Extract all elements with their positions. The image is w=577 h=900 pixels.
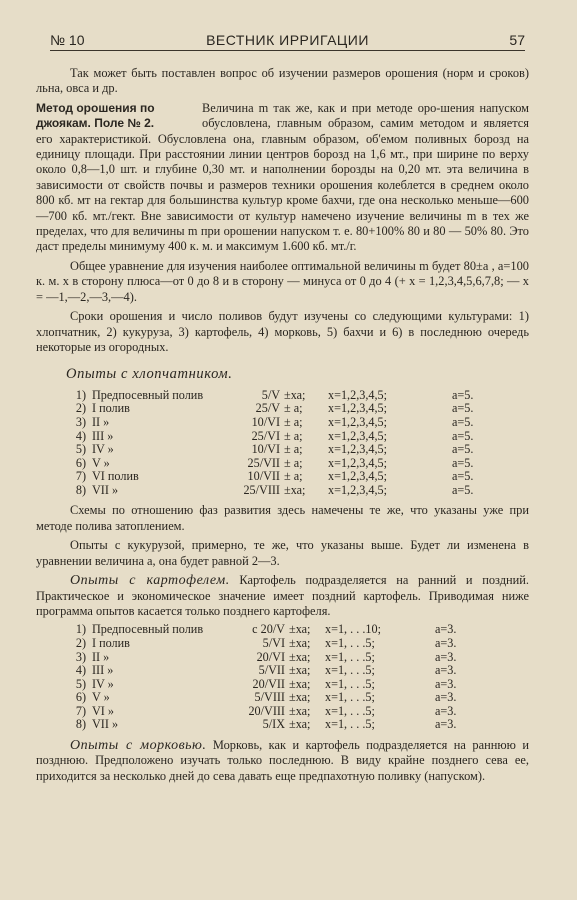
x-values: x=1,2,3,4,5; bbox=[328, 455, 388, 470]
x-values: x=1,2,3,4,5; bbox=[328, 442, 388, 457]
table-row bbox=[66, 430, 496, 444]
plus-minus-term: ±ха; bbox=[289, 703, 311, 718]
row-number: 5) bbox=[75, 442, 86, 457]
table-row bbox=[66, 470, 496, 484]
a-value: а=5. bbox=[452, 428, 474, 443]
plus-minus-term: ±ха; bbox=[289, 676, 311, 691]
x-values: x=1, . . .10; bbox=[325, 622, 381, 637]
plus-minus-term: ±ха; bbox=[289, 622, 311, 637]
journal-title: ВЕСТНИК ИРРИГАЦИИ bbox=[206, 32, 369, 48]
a-value: а=3. bbox=[435, 703, 457, 718]
irrigation-name: V » bbox=[92, 455, 110, 470]
row-number: 8) bbox=[75, 717, 86, 732]
irrigation-date: 25/VII bbox=[247, 455, 280, 470]
table-row bbox=[66, 416, 496, 430]
a-value: а=5. bbox=[452, 387, 474, 402]
plus-minus-term: ± а; bbox=[284, 428, 303, 443]
irrigation-name: II » bbox=[92, 414, 110, 429]
a-value: а=3. bbox=[435, 622, 457, 637]
terms-paragraph: Сроки орошения и число поливов будут изучены со следующими культурами: 1) хлопчатник, 2) кукуруза, 3) картофель, 4) морковь, 5) бахчи и 6) в последнюю очередь некоторые из огородных. bbox=[36, 309, 529, 354]
table-row bbox=[66, 402, 496, 416]
row-number: 3) bbox=[75, 414, 86, 429]
irrigation-date: 25/V bbox=[255, 401, 280, 416]
x-values: x=1, . . .5; bbox=[325, 717, 375, 732]
irrigation-name: Предпосевный полив bbox=[92, 387, 204, 402]
irrigation-name: VI полив bbox=[92, 469, 139, 484]
irrigation-date: 25/VI bbox=[251, 428, 280, 443]
x-values: x=1,2,3,4,5; bbox=[328, 401, 388, 416]
irrigation-name: VI » bbox=[92, 703, 115, 718]
irrigation-date: 25/VIII bbox=[243, 482, 280, 497]
irrigation-name: III » bbox=[92, 428, 114, 443]
method-heading-line2: джоякам. Поле № 2. bbox=[36, 116, 155, 131]
plus-minus-term: ± а; bbox=[284, 469, 303, 484]
x-values: x=1, . . .5; bbox=[325, 703, 375, 718]
row-number: 1) bbox=[75, 622, 86, 637]
carrot-section-title: Опыты с морковью. bbox=[70, 738, 207, 754]
potato-section-title: Опыты с картофелем. bbox=[70, 573, 230, 589]
plus-minus-term: ± а; bbox=[284, 414, 303, 429]
row-number: 5) bbox=[75, 676, 86, 691]
method-text: Величина m так же, как и при методе оро-шения напуском обусловлена, главным образом, самим методом и является его характеристикой. Обусловлена она, главным образом, об'емом поливных борозд на единицу площади. При расстоянии линии центров борозд на 1,6 мт., при ширине по верху около 0,8—1,0 шт. и глубине 0,30 мт. и наполнении борозды на 0,20 мт. эта величина в зависимости от свойств почвы и размеров техники орошения колеблется в среднем около 800 кб. мт на гектар для большинства культур кроме бахчи, где она несколько меньше—600—700 кб. мт./гект. Вне зависимости от культур намечено изучение величины m в тех же пределах, что для величины m при орошении напуском т. е. 80+100% 80 и 80 — 50% 80. Это даст пределы минимуму 400 к. м. и максимум 1.600 кб. мт./г. bbox=[36, 100, 529, 254]
irrigation-name: VII » bbox=[92, 482, 119, 497]
corn-paragraph: Опыты с кукурузой, примерно, те же, что указаны выше. Будет ли изменена в уравнении величина а, она будет равной 2—3. bbox=[36, 538, 529, 568]
cotton-schedule-table bbox=[66, 389, 496, 498]
table-row bbox=[66, 718, 479, 732]
x-values: x=1,2,3,4,5; bbox=[328, 482, 388, 497]
article-body bbox=[36, 66, 529, 788]
row-number: 1) bbox=[75, 387, 86, 402]
plus-minus-term: ±ха; bbox=[289, 690, 311, 705]
cotton-note: Схемы по отношению фаз развития здесь намечены те же, что указаны уже при методе полива затоплением. bbox=[36, 503, 529, 533]
irrigation-name: III » bbox=[92, 663, 114, 678]
method-heading-line1: Метод орошения по bbox=[36, 100, 155, 115]
table-row bbox=[66, 678, 479, 692]
cotton-section-title: Опыты с хлопчатником. bbox=[66, 366, 233, 383]
irrigation-date: 5/VI bbox=[262, 635, 285, 650]
irrigation-date: 20/VII bbox=[252, 676, 285, 691]
table-row bbox=[66, 705, 479, 719]
row-number: 4) bbox=[75, 663, 86, 678]
plus-minus-term: ± а; bbox=[284, 455, 303, 470]
intro-paragraph: Так может быть поставлен вопрос об изучении размеров орошения (норм и сроков) льна, овса и др. bbox=[36, 66, 529, 96]
irrigation-date: 10/VII bbox=[247, 469, 280, 484]
row-number: 7) bbox=[75, 703, 86, 718]
plus-minus-term: ± а; bbox=[284, 401, 303, 416]
irrigation-name: V » bbox=[92, 690, 110, 705]
irrigation-name: I полив bbox=[92, 401, 130, 416]
row-number: 8) bbox=[75, 482, 86, 497]
issue-number: № 10 bbox=[50, 32, 85, 48]
irrigation-name: IV » bbox=[92, 676, 114, 691]
plus-minus-term: ±ха; bbox=[289, 649, 311, 664]
x-values: x=1, . . .5; bbox=[325, 635, 375, 650]
irrigation-name: Предпосевный полив bbox=[92, 622, 204, 637]
table-row bbox=[66, 691, 479, 705]
irrigation-date: 5/VII bbox=[258, 663, 285, 678]
irrigation-date: 5/V bbox=[261, 387, 280, 402]
irrigation-name: IV » bbox=[92, 442, 114, 457]
x-values: x=1,2,3,4,5; bbox=[328, 387, 388, 402]
irrigation-date: 10/VI bbox=[251, 414, 280, 429]
row-number: 2) bbox=[75, 401, 86, 416]
x-values: x=1, . . .5; bbox=[325, 676, 375, 691]
table-row bbox=[66, 484, 496, 498]
irrigation-date: 5/IX bbox=[262, 717, 285, 732]
plus-minus-term: ±ха; bbox=[284, 482, 306, 497]
potato-paragraph bbox=[36, 573, 529, 619]
a-value: а=5. bbox=[452, 414, 474, 429]
plus-minus-term: ±ха; bbox=[289, 663, 311, 678]
irrigation-name: VII » bbox=[92, 717, 119, 732]
a-value: а=5. bbox=[452, 401, 474, 416]
x-values: x=1, . . .5; bbox=[325, 663, 375, 678]
irrigation-date: 20/VIII bbox=[248, 703, 285, 718]
page-number: 57 bbox=[509, 32, 525, 48]
table-row bbox=[66, 457, 496, 471]
x-values: x=1,2,3,4,5; bbox=[328, 414, 388, 429]
irrigation-date: 5/VIII bbox=[254, 690, 285, 705]
table-row bbox=[66, 637, 479, 651]
row-number: 2) bbox=[75, 635, 86, 650]
plus-minus-term: ±ха; bbox=[289, 717, 311, 732]
row-number: 6) bbox=[75, 690, 86, 705]
potato-schedule-table bbox=[66, 623, 479, 732]
table-row bbox=[66, 623, 479, 637]
table-row bbox=[66, 389, 496, 403]
row-number: 7) bbox=[75, 469, 86, 484]
row-number: 4) bbox=[75, 428, 86, 443]
plus-minus-term: ±ха; bbox=[289, 635, 311, 650]
a-value: а=5. bbox=[452, 442, 474, 457]
irrigation-date: 20/VI bbox=[256, 649, 285, 664]
running-header bbox=[50, 30, 525, 51]
a-value: а=5. bbox=[452, 455, 474, 470]
a-value: а=3. bbox=[435, 663, 457, 678]
method-paragraph bbox=[36, 101, 529, 255]
row-number: 3) bbox=[75, 649, 86, 664]
irrigation-name: I полив bbox=[92, 635, 130, 650]
a-value: а=3. bbox=[435, 690, 457, 705]
carrot-text: Морковь, как и картофель подразделяется на раннюю и позднюю. Предположено изучать только последнюю. В виду крайне позднего сева ее, приходится за несколько дней до сева давать еще предпахотную поливку (напуском). bbox=[36, 738, 529, 783]
general-equation-paragraph: Общее уравнение для изучения наиболее оптимальной величины m будет 80±а , а=100 к. м. х в сторону плюса—от 0 до 8 и в сторону — минуса от 0 до 4 (+ x = 1,2,3,4,5,6,7,8; — x = —1,—2,—3,—4). bbox=[36, 258, 529, 304]
potato-text: Картофель подразделяется на ранний и поздний. Практическое и экономическое значение имеет поздний картофель. Приводимая ниже программа опытов касается только позднего картофеля. bbox=[36, 573, 529, 618]
table-row bbox=[66, 651, 479, 665]
x-values: x=1,2,3,4,5; bbox=[328, 428, 388, 443]
irrigation-date: с 20/V bbox=[252, 622, 285, 637]
a-value: а=3. bbox=[435, 717, 457, 732]
a-value: а=5. bbox=[452, 469, 474, 484]
plus-minus-term: ± а; bbox=[284, 442, 303, 457]
x-values: x=1, . . .5; bbox=[325, 649, 375, 664]
x-values: x=1, . . .5; bbox=[325, 690, 375, 705]
table-row bbox=[66, 443, 496, 457]
a-value: а=3. bbox=[435, 676, 457, 691]
plus-minus-term: ±ха; bbox=[284, 387, 306, 402]
row-number: 6) bbox=[75, 455, 86, 470]
carrot-paragraph bbox=[36, 738, 529, 784]
a-value: а=3. bbox=[435, 649, 457, 664]
irrigation-date: 10/VI bbox=[251, 442, 280, 457]
a-value: а=5. bbox=[452, 482, 474, 497]
table-row bbox=[66, 664, 479, 678]
irrigation-name: II » bbox=[92, 649, 110, 664]
a-value: а=3. bbox=[435, 635, 457, 650]
x-values: x=1,2,3,4,5; bbox=[328, 469, 388, 484]
method-heading bbox=[36, 101, 196, 132]
